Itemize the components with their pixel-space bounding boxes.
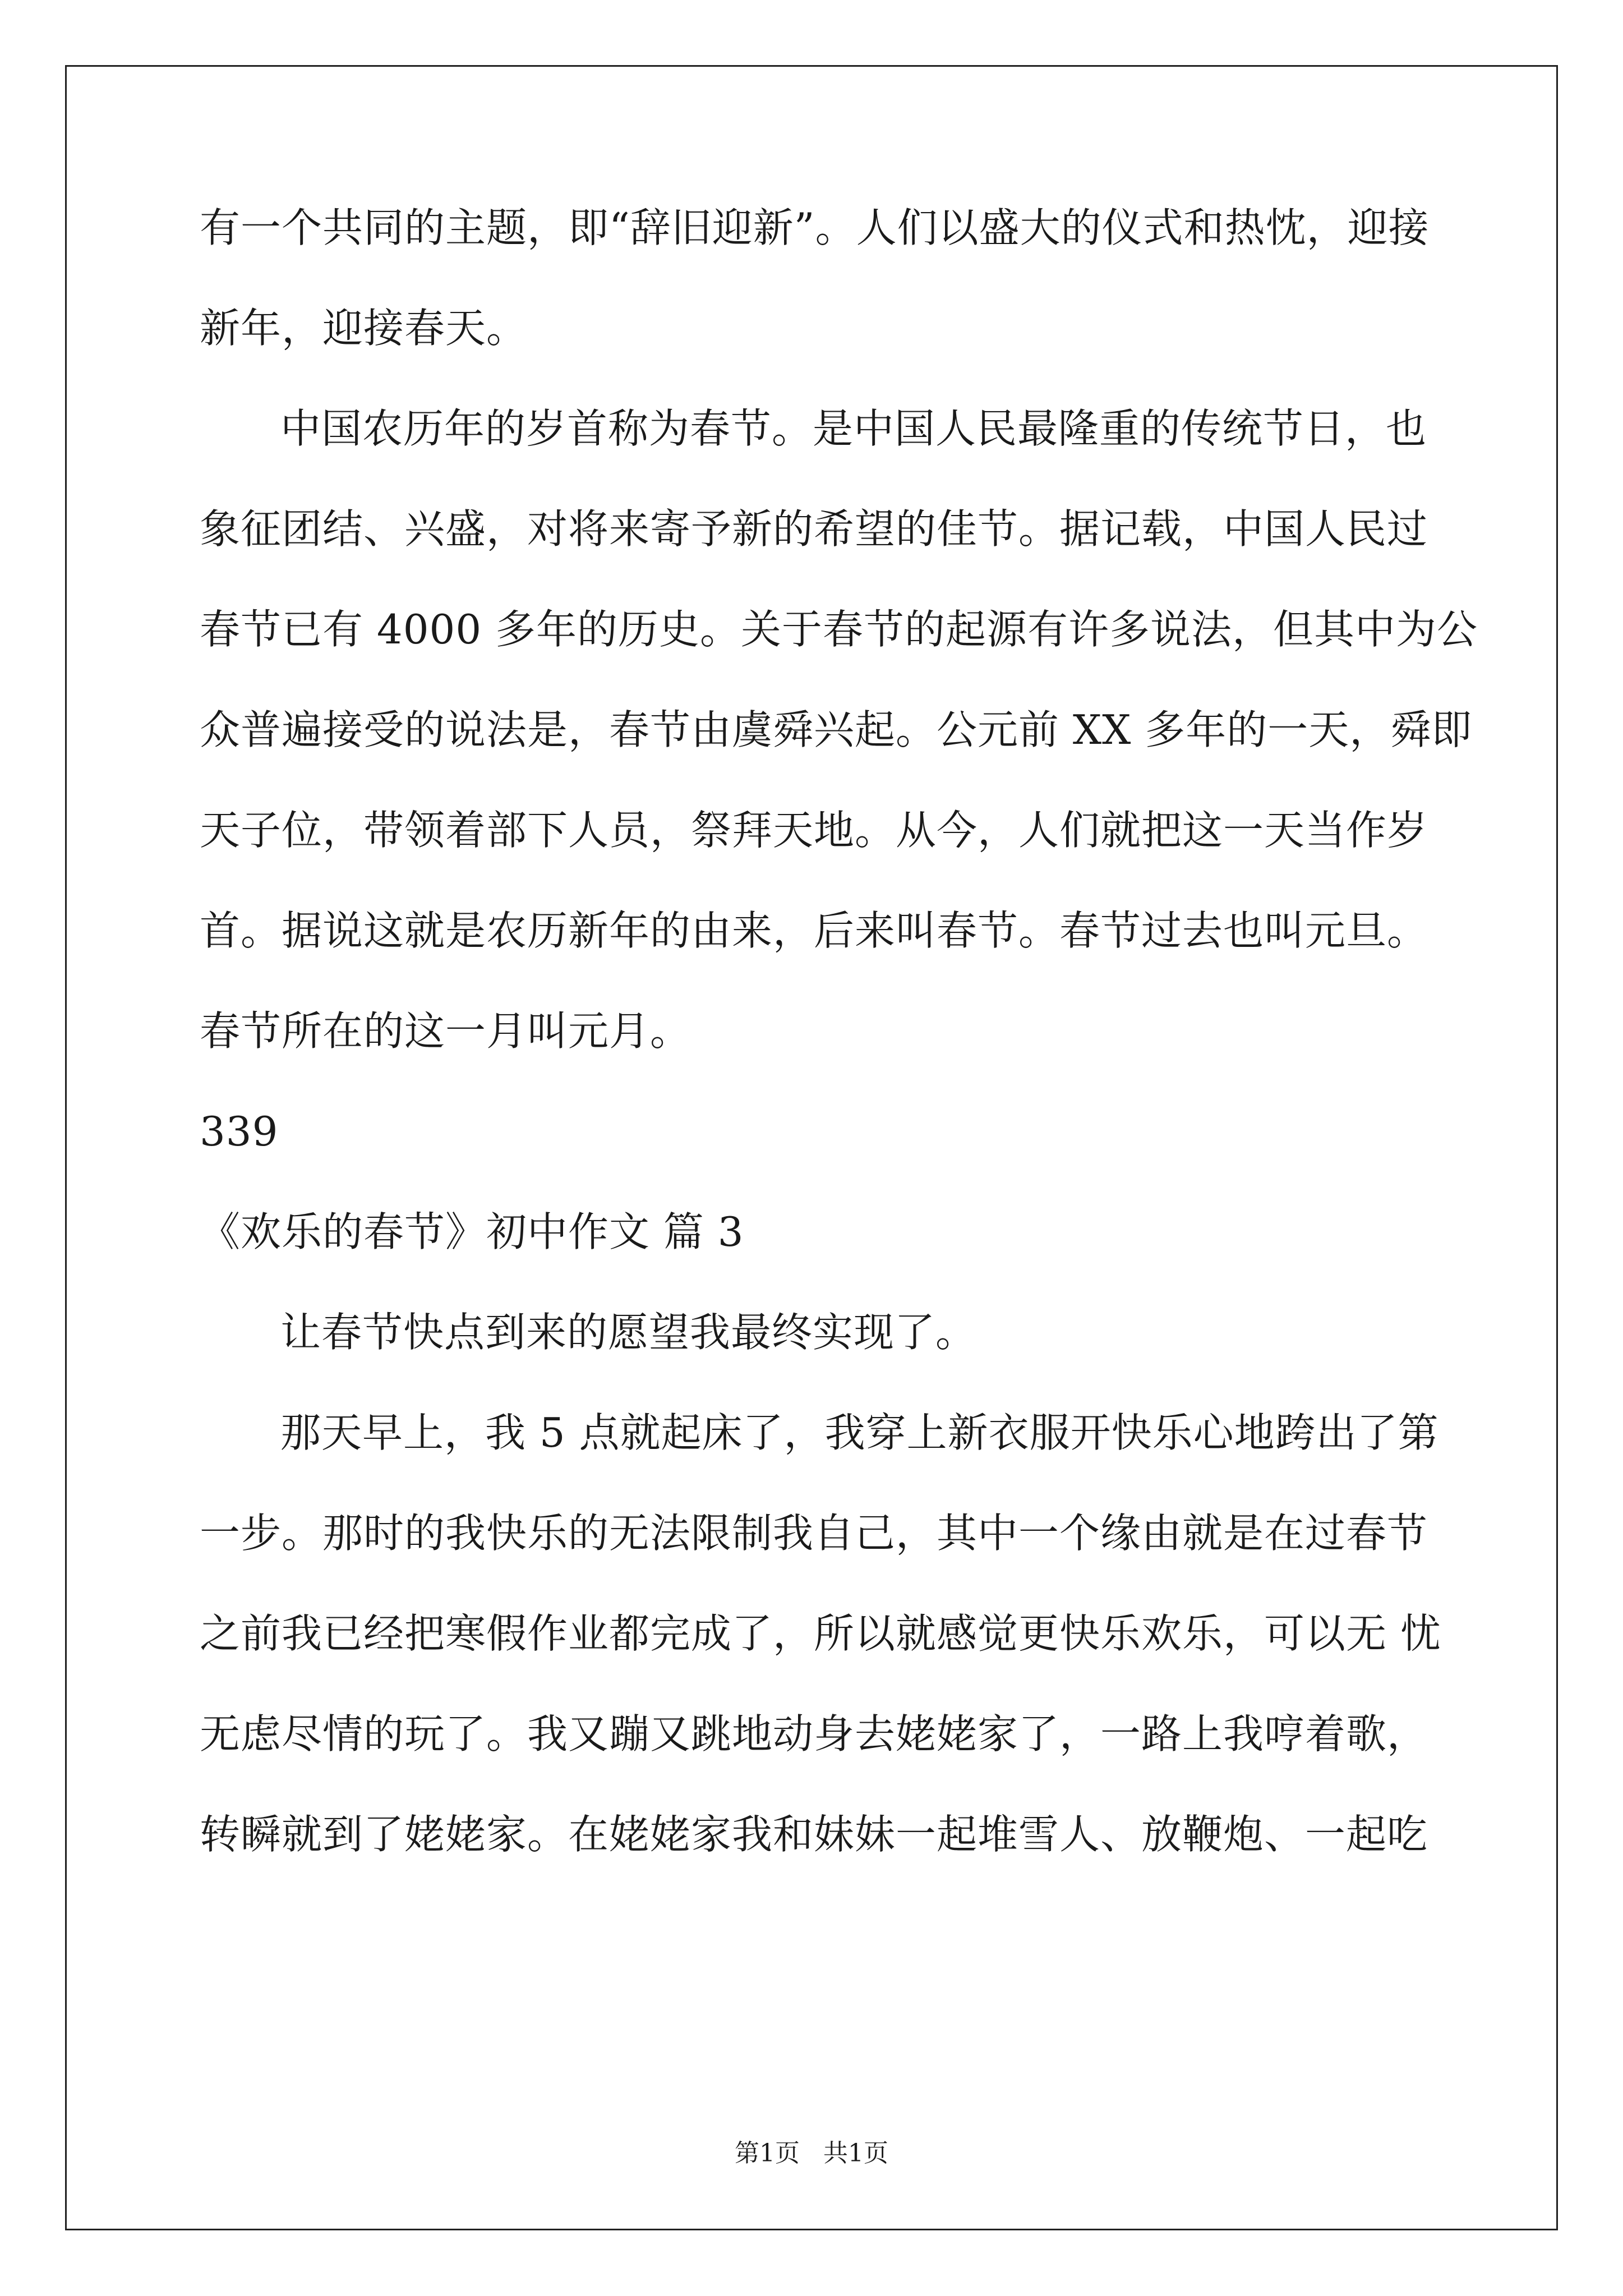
text-line: 众普遍接受的说法是，春节由虞舜兴起。公元前 XX 多年的一天，舜即 xyxy=(200,706,1473,753)
text-line: 之前我已经把寒假作业都完成了，所以就感觉更快乐欢乐，可以无 忧 xyxy=(200,1610,1441,1657)
paragraph-3 xyxy=(200,1309,1430,1356)
document-body xyxy=(200,204,1478,1915)
paragraph-2 xyxy=(200,405,1478,1055)
text-line: 新年，迎接春天。 xyxy=(200,305,528,352)
number-line: 339 xyxy=(200,1108,279,1155)
paragraph-1 xyxy=(200,204,1430,352)
text-line: 转瞬就到了姥姥家。在姥姥家我和妹妹一起堆雪人、放鞭炮、一起吃 xyxy=(200,1811,1428,1858)
text-line: 无虑尽情的玩了。我又蹦又跳地动身去姥姥家了，一路上我哼着歌， xyxy=(200,1710,1428,1757)
section-title: 《欢乐的春节》初中作文 篇 3 xyxy=(200,1208,744,1255)
text-line: 首。据说这就是农历新年的由来，后来叫春节。春节过去也叫元旦。 xyxy=(200,907,1428,954)
text-line: 春节所在的这一月叫元月。 xyxy=(200,1007,691,1055)
text-line: 有一个共同的主题，即“辞旧迎新”。人们以盛大的仪式和热忱，迎接 xyxy=(200,204,1430,251)
text-line: 天子位，带领着部下人员，祭拜天地。从今，人们就把这一天当作岁 xyxy=(200,807,1428,854)
text-line: 中国农历年的岁首称为春节。是中国人民最隆重的传统节日，也 xyxy=(280,405,1427,452)
page-number-footer: 第1页 共1页 xyxy=(735,2139,888,2168)
text-line: 那天早上，我 5 点就起床了，我穿上新衣服开快乐心地跨出了第 xyxy=(280,1409,1439,1456)
text-line: 一步。那时的我快乐的无法限制我自己，其中一个缘由就是在过春节 xyxy=(200,1510,1428,1557)
paragraph-4 xyxy=(200,1409,1441,1858)
text-line: 让春节快点到来的愿望我最终实现了。 xyxy=(280,1309,977,1356)
text-line: 象征团结、兴盛，对将来寄予新的希望的佳节。据记载，中国人民过 xyxy=(200,505,1428,553)
text-line: 春节已有 4000 多年的历史。关于春节的起源有许多说法，但其中为公 xyxy=(200,606,1478,653)
